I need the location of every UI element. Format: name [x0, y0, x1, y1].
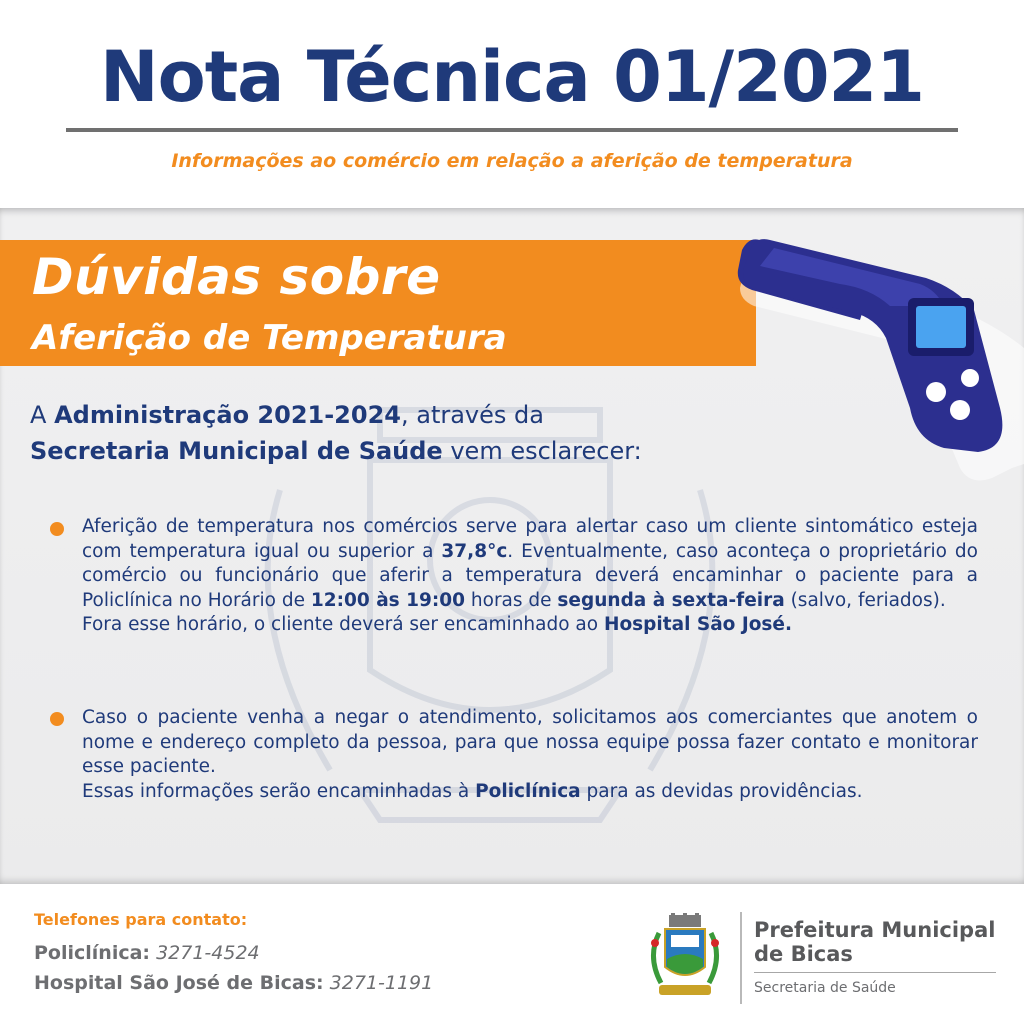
opening-hours: 12:00 às 19:00 [310, 589, 466, 611]
intro-clarify: vem esclarecer: [442, 437, 642, 465]
bullet-text: . Eventualmente, caso aconteça o proprietário do comércio ou funcionário que aferir a temperatura deverá encaminhar o paciente para a Policlínica no Horário de [82, 540, 978, 611]
contact-phone: 3271-1191 [329, 972, 434, 994]
contact-label: Hospital São José de Bicas: [34, 972, 324, 994]
bullet-item-refusal [82, 706, 978, 804]
bullet-text: horas de [465, 589, 558, 611]
municipal-crest-icon [645, 913, 725, 1001]
contact-policlinica [34, 942, 260, 964]
bullet-text: Essas informações serão encaminhadas à [82, 780, 476, 802]
banner-title: Dúvidas sobre [32, 248, 441, 306]
bullet-item-temperature [82, 515, 978, 638]
bullet-text: Aferição de temperatura nos comércios serve para alertar caso um cliente sintomático esteja com temperatura igual ou superior a [82, 516, 978, 562]
bullet-paragraph [82, 780, 978, 805]
contact-title: Telefones para contato: [34, 910, 248, 929]
organization-department: Secretaria de Saúde [754, 980, 896, 996]
policlinica-name: Policlínica [475, 780, 581, 802]
title-divider [66, 128, 958, 132]
header [0, 0, 1024, 206]
banner-subtitle: Aferição de Temperatura [32, 318, 507, 358]
bullet-paragraph [82, 613, 978, 638]
bullet-text: para as devidas providências. [580, 780, 863, 802]
bullet-paragraph [82, 515, 978, 613]
page-subtitle: Informações ao comércio em relação a aferição de temperatura [171, 150, 853, 172]
bullet-text: Fora esse horário, o cliente deverá ser encaminhado ao [82, 614, 604, 635]
temperature-threshold: 37,8°c [441, 540, 508, 562]
contact-label: Policlínica: [34, 942, 151, 964]
contact-hospital [34, 972, 433, 994]
contact-phone: 3271-4524 [156, 942, 260, 964]
intro-secretariat: Secretaria Municipal de Saúde [30, 437, 443, 465]
opening-days: segunda à sexta-feira [557, 589, 785, 611]
intro-a: A [30, 401, 47, 429]
organization-name-line: Prefeitura Municipal [754, 918, 996, 942]
footer-divider [740, 912, 742, 1004]
organization-name [754, 918, 1014, 966]
bullet-dot [50, 712, 64, 726]
organization-divider [754, 972, 996, 973]
hospital-name: Hospital São José. [603, 614, 793, 635]
intro-text [30, 397, 790, 469]
intro-through: , através da [400, 401, 544, 429]
bullet-dot [50, 522, 64, 536]
intro-administration: Administração 2021-2024 [54, 401, 401, 429]
bullet-text: (salvo, feriados). [784, 589, 946, 611]
page-title: Nota Técnica 01/2021 [100, 36, 924, 118]
organization-name-line: de Bicas [754, 942, 853, 966]
bullet-paragraph: Caso o paciente venha a negar o atendimento, solicitamos aos comerciantes que anotem o nome e endereço completo da pessoa, para que nossa equipe possa fazer contato e monitorar esse paciente. [82, 707, 978, 777]
